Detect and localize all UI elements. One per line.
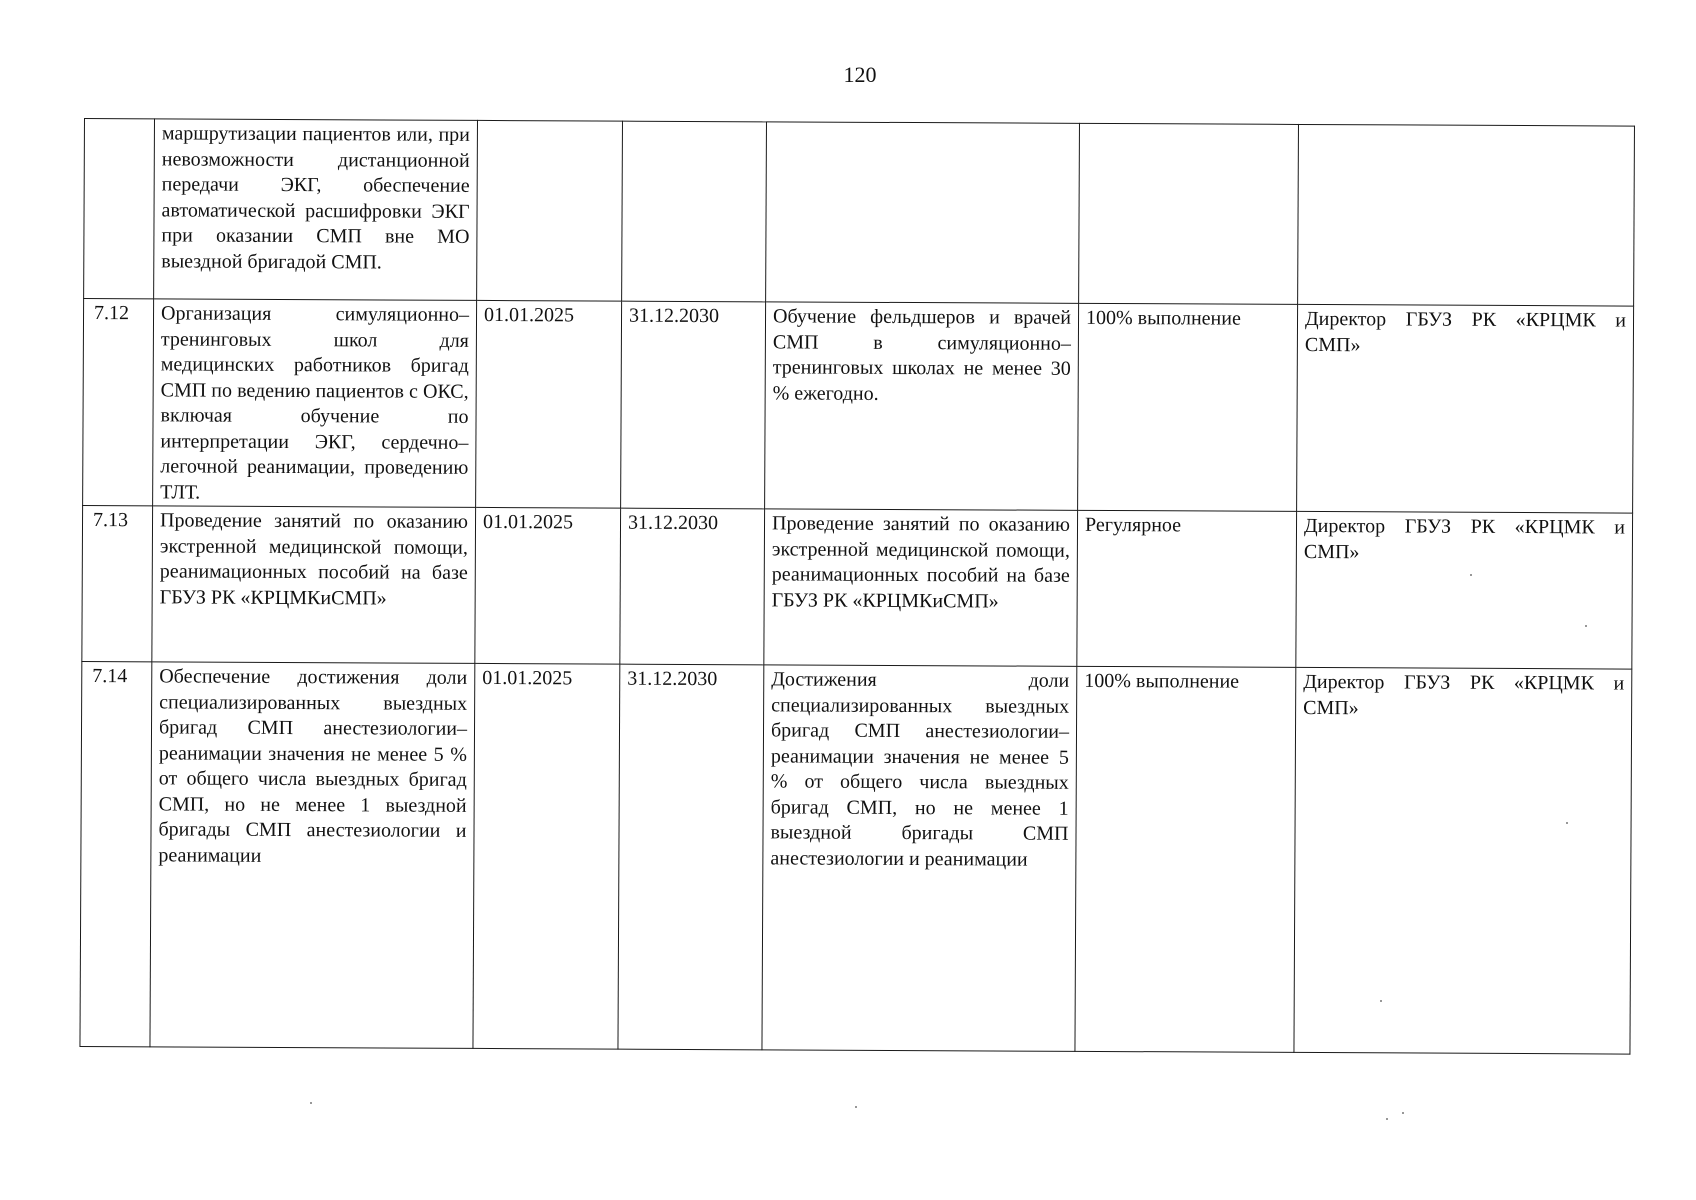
responsible-cell: Директор ГБУЗ РК «КРЦМК и СМП» xyxy=(1297,304,1634,513)
scan-speck xyxy=(1585,625,1587,627)
result-cell: Обучение фельдшеров и врачей СМП в симуляционно–тренинговых школах не менее 30 % ежегодно. xyxy=(765,302,1079,511)
scan-speck xyxy=(1470,574,1472,576)
end-date-cell: 31.12.2030 xyxy=(620,508,765,665)
row-number xyxy=(84,119,155,299)
indicator-cell: Регулярное xyxy=(1077,510,1297,667)
start-date-cell: 01.01.2025 xyxy=(473,663,620,1049)
end-date-cell xyxy=(622,121,767,302)
activity-cell: Обеспечение достижения доли специализированных выездных бригад СМП анестезиологии–реанимации значения не менее 5 % от общего числа выездных бригад СМП, но не менее 1 выездной бригады СМП анестезиологии и реанимации xyxy=(150,662,475,1049)
scan-speck xyxy=(1380,1000,1382,1002)
table-row xyxy=(84,119,1635,307)
row-number: 7.13 xyxy=(82,505,153,661)
responsible-cell: Директор ГБУЗ РК «КРЦМК и СМП» xyxy=(1294,667,1632,1054)
start-date-cell: 01.01.2025 xyxy=(476,300,622,508)
end-date-cell: 31.12.2030 xyxy=(618,664,764,1050)
indicator-cell: 100% выполнение xyxy=(1078,303,1298,511)
result-cell: Достижения доли специализированных выездных бригад СМП анестезиологии– реанимации значения не менее 5 % от общего числа выездных бригад СМП, но не менее 1 выездной бригады СМП анестезиологии и реанимации xyxy=(762,665,1077,1052)
measures-table xyxy=(79,118,1635,1055)
scan-speck xyxy=(855,1106,857,1108)
result-cell: Проведение занятий по оказанию экстренной медицинской помощи, реанимационных пособий на базе ГБУЗ РК «КРЦМКиСМП» xyxy=(764,509,1078,667)
table-row xyxy=(80,661,1632,1054)
activity-cell: маршрутизации пациентов или, при невозможности дистанционной передачи ЭКГ, обеспечение автоматической расшифровки ЭКГ при оказании СМП вне МО выездной бригадой СМП. xyxy=(154,119,478,301)
table-row xyxy=(83,299,1634,514)
scan-speck xyxy=(1386,1118,1388,1120)
result-cell xyxy=(766,122,1080,304)
indicator-cell: 100% выполнение xyxy=(1075,666,1296,1052)
page-number: 120 xyxy=(843,62,877,87)
table-row xyxy=(82,505,1633,669)
end-date-cell: 31.12.2030 xyxy=(621,301,766,509)
responsible-cell xyxy=(1298,124,1635,306)
indicator-cell xyxy=(1079,123,1299,304)
row-number: 7.12 xyxy=(83,299,154,506)
activity-cell: Организация симуляционно–тренинговых школ для медицинских работников бригад СМП по ведению пациентов с ОКС, включая обучение по интерпретации ЭКГ, сердечно– легочной реанимации, проведению ТЛТ. xyxy=(153,299,477,508)
scan-speck xyxy=(1566,822,1568,824)
scan-speck xyxy=(1402,1112,1404,1114)
responsible-cell: Директор ГБУЗ РК «КРЦМК и СМП» xyxy=(1296,511,1633,669)
activity-cell: Проведение занятий по оказанию экстренной медицинской помощи, реанимационных пособий на базе ГБУЗ РК «КРЦМКиСМП» xyxy=(152,506,476,664)
start-date-cell xyxy=(477,120,623,301)
start-date-cell: 01.01.2025 xyxy=(475,507,621,664)
row-number: 7.14 xyxy=(80,661,152,1046)
scan-speck xyxy=(310,1102,312,1104)
